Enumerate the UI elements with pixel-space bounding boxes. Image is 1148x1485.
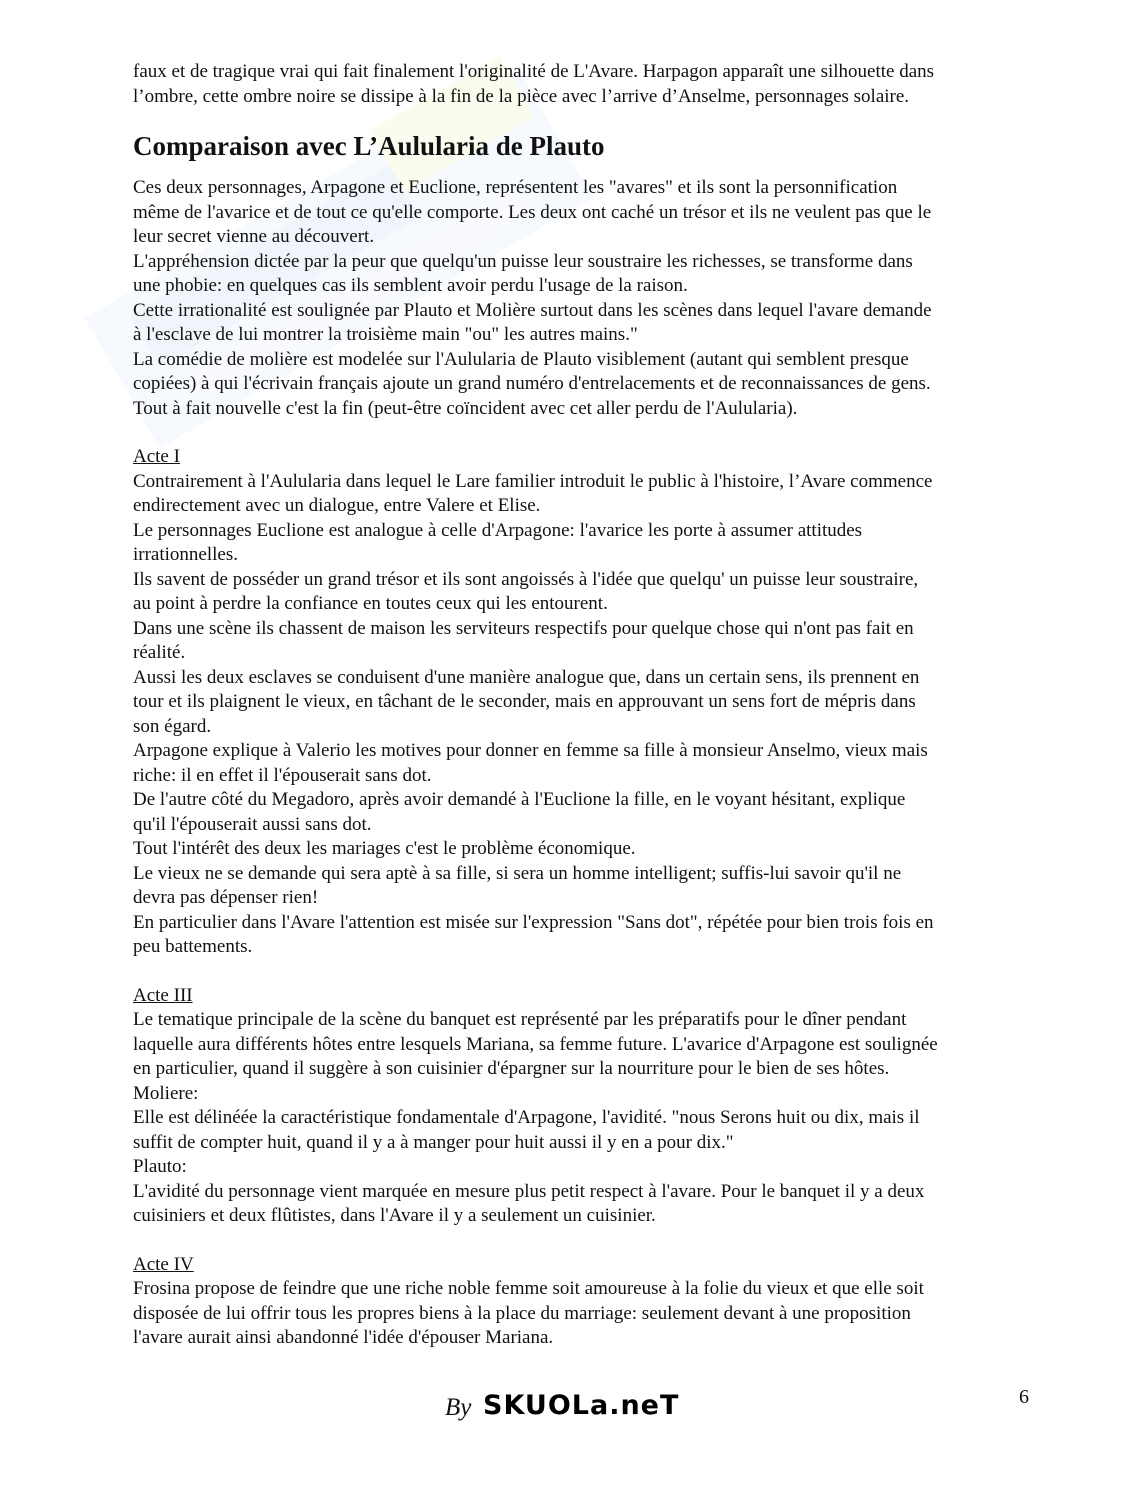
text-line: même de l'avarice et de tout ce qu'elle comporte. Les deux ont caché un trésor et ils ne veulent pas que le bbox=[133, 201, 932, 223]
text-line: L'appréhension dictée par la peur que quelqu'un puisse leur soustraire les richesses, se transforme dans bbox=[133, 250, 913, 272]
acte-4-title: Acte IV bbox=[133, 1253, 194, 1275]
document-page bbox=[133, 60, 1033, 1351]
page-footer bbox=[0, 1386, 1148, 1426]
text-line: devra pas dépenser rien! bbox=[133, 887, 319, 908]
text-line: réalité. bbox=[133, 642, 186, 663]
text-line: Le personnages Euclione est analogue à celle d'Arpagone: l'avarice les porte à assumer attitudes bbox=[133, 519, 863, 541]
text-line: riche: il en effet il l'épouserait sans dot. bbox=[133, 764, 432, 786]
text-line: copiées) à qui l'écrivain français ajoute un grand numéro d'entrelacements et de reconnaissances de gens. bbox=[133, 373, 931, 394]
text-line: disposée de lui offrir tous les propres biens à la place du marriage: seulement devant à une proposition bbox=[133, 1302, 911, 1324]
text-line: Contrairement à l'Aulularia dans lequel le Lare familier introduit le public à l'histoire, l’Avare commence bbox=[133, 470, 933, 492]
text-line: De l'autre côté du Megadoro, après avoir demandé à l'Euclione la fille, en le voyant hésitant, explique bbox=[133, 789, 906, 810]
intro-line: faux et de tragique vrai qui fait finalement l'originalité de L'Avare. Harpagon apparaît une silhouette dans bbox=[133, 61, 935, 82]
text-line: Tout à fait nouvelle c'est la fin (peut-être coïncident avec cet aller perdu de l'Aulularia). bbox=[133, 397, 798, 419]
text-line: son égard. bbox=[133, 715, 212, 737]
text-line: une phobie: en quelques cas ils semblent avoir perdu l'usage de la raison. bbox=[133, 275, 688, 296]
text-line: irrationnelles. bbox=[133, 544, 238, 565]
text-line: peu battements. bbox=[133, 936, 253, 957]
skuola-logo: SKUOLa.neT bbox=[483, 1390, 680, 1421]
text-line: suffit de compter huit, quand il y a à manger pour huit aussi il y en a pour dix." bbox=[133, 1131, 734, 1153]
text-line: Ces deux personnages, Arpagone et Euclione, représentent les "avares" et ils sont la personnification bbox=[133, 177, 898, 198]
text-line: leur secret vienne au découvert. bbox=[133, 226, 375, 247]
text-line: Aussi les deux esclaves se conduisent d'une manière analogue que, dans un certain sens, ils prennent en bbox=[133, 666, 920, 688]
text-line: cuisiniers et deux flûtistes, dans l'Avare il y a seulement un cuisinier. bbox=[133, 1205, 656, 1226]
text-line: La comédie de molière est modelée sur l'Aulularia de Plauto visiblement (autant qui semblent presque bbox=[133, 348, 909, 370]
text-line: au point à perdre la confiance en toutes ceux qui les entourent. bbox=[133, 593, 608, 614]
text-line: à l'esclave de lui montrer la troisième main "ou" les autres mains." bbox=[133, 324, 638, 345]
footer-by: By bbox=[445, 1394, 472, 1421]
section-heading: Comparaison avec L’Aulularia de Plauto bbox=[133, 131, 605, 161]
text-line: l'avare aurait ainsi abandonné l'idée d'épouser Mariana. bbox=[133, 1327, 554, 1348]
text-line: L'avidité du personnage vient marquée en mesure plus petit respect à l'avare. Pour le banquet il y a deux bbox=[133, 1180, 925, 1202]
text-line: Arpagone explique à Valerio les motives pour donner en femme sa fille à monsieur Anselmo, vieux mais bbox=[133, 740, 928, 761]
text-line: Moliere: bbox=[133, 1082, 199, 1104]
text-line: Frosina propose de feindre que une riche noble femme soit amoureuse à la folie du vieux et que elle soit bbox=[133, 1278, 924, 1299]
page-number: 6 bbox=[1019, 1386, 1029, 1408]
text-line: Cette irrationalité est soulignée par Plauto et Molière surtout dans les scènes dans lequel l'avare demande bbox=[133, 299, 932, 321]
acte-3-section bbox=[133, 984, 1033, 1229]
acte-1-section bbox=[133, 445, 1033, 960]
acte-4-section bbox=[133, 1253, 1033, 1351]
text-line: en particulier, quand il suggère à son cuisinier d'épargner sur la nourriture pour le bien de ses hôtes. bbox=[133, 1058, 890, 1079]
text-line: Tout l'intérêt des deux les mariages c'est le problème économique. bbox=[133, 838, 636, 859]
text-line: Ils savent de posséder un grand trésor et ils sont angoissés à l'idée que quelqu' un puisse leur soustraire, bbox=[133, 568, 919, 590]
text-line: Elle est délinéée la caractéristique fondamentale d'Arpagone, l'avidité. "nous Serons huit ou dix, mais il bbox=[133, 1107, 920, 1128]
text-line: Le vieux ne se demande qui sera aptè à sa fille, si sera un homme intelligent; suffis-lui savoir qu'il ne bbox=[133, 862, 902, 884]
text-line: tour et ils plaignent le vieux, en tâchant de le seconder, mais en approuvant un sens fort de mépris dans bbox=[133, 691, 916, 712]
text-line: Le tematique principale de la scène du banquet est représenté par les préparatifs pour le dîner pendant bbox=[133, 1009, 907, 1030]
acte-3-title: Acte III bbox=[133, 984, 193, 1006]
intro-line: l’ombre, cette ombre noire se dissipe à la fin de la pièce avec l’arrive d’Anselme, personnages solaire. bbox=[133, 85, 910, 107]
text-line: En particulier dans l'Avare l'attention est misée sur l'expression "Sans dot", répétée pour bien trois fois en bbox=[133, 911, 934, 933]
text-line: qu'il l'épouserait aussi sans dot. bbox=[133, 813, 372, 835]
comparison-paragraph bbox=[133, 176, 1033, 421]
text-line: Dans une scène ils chassent de maison les serviteurs respectifs pour quelque chose qui n'ont pas fait en bbox=[133, 617, 914, 639]
acte-1-title: Acte I bbox=[133, 446, 180, 467]
text-line: Plauto: bbox=[133, 1156, 187, 1177]
text-line: laquelle aura différents hôtes entre lesquels Mariana, sa femme future. L'avarice d'Arpagone est soulignée bbox=[133, 1033, 938, 1055]
text-line: endirectement avec un dialogue, entre Valere et Elise. bbox=[133, 495, 541, 516]
